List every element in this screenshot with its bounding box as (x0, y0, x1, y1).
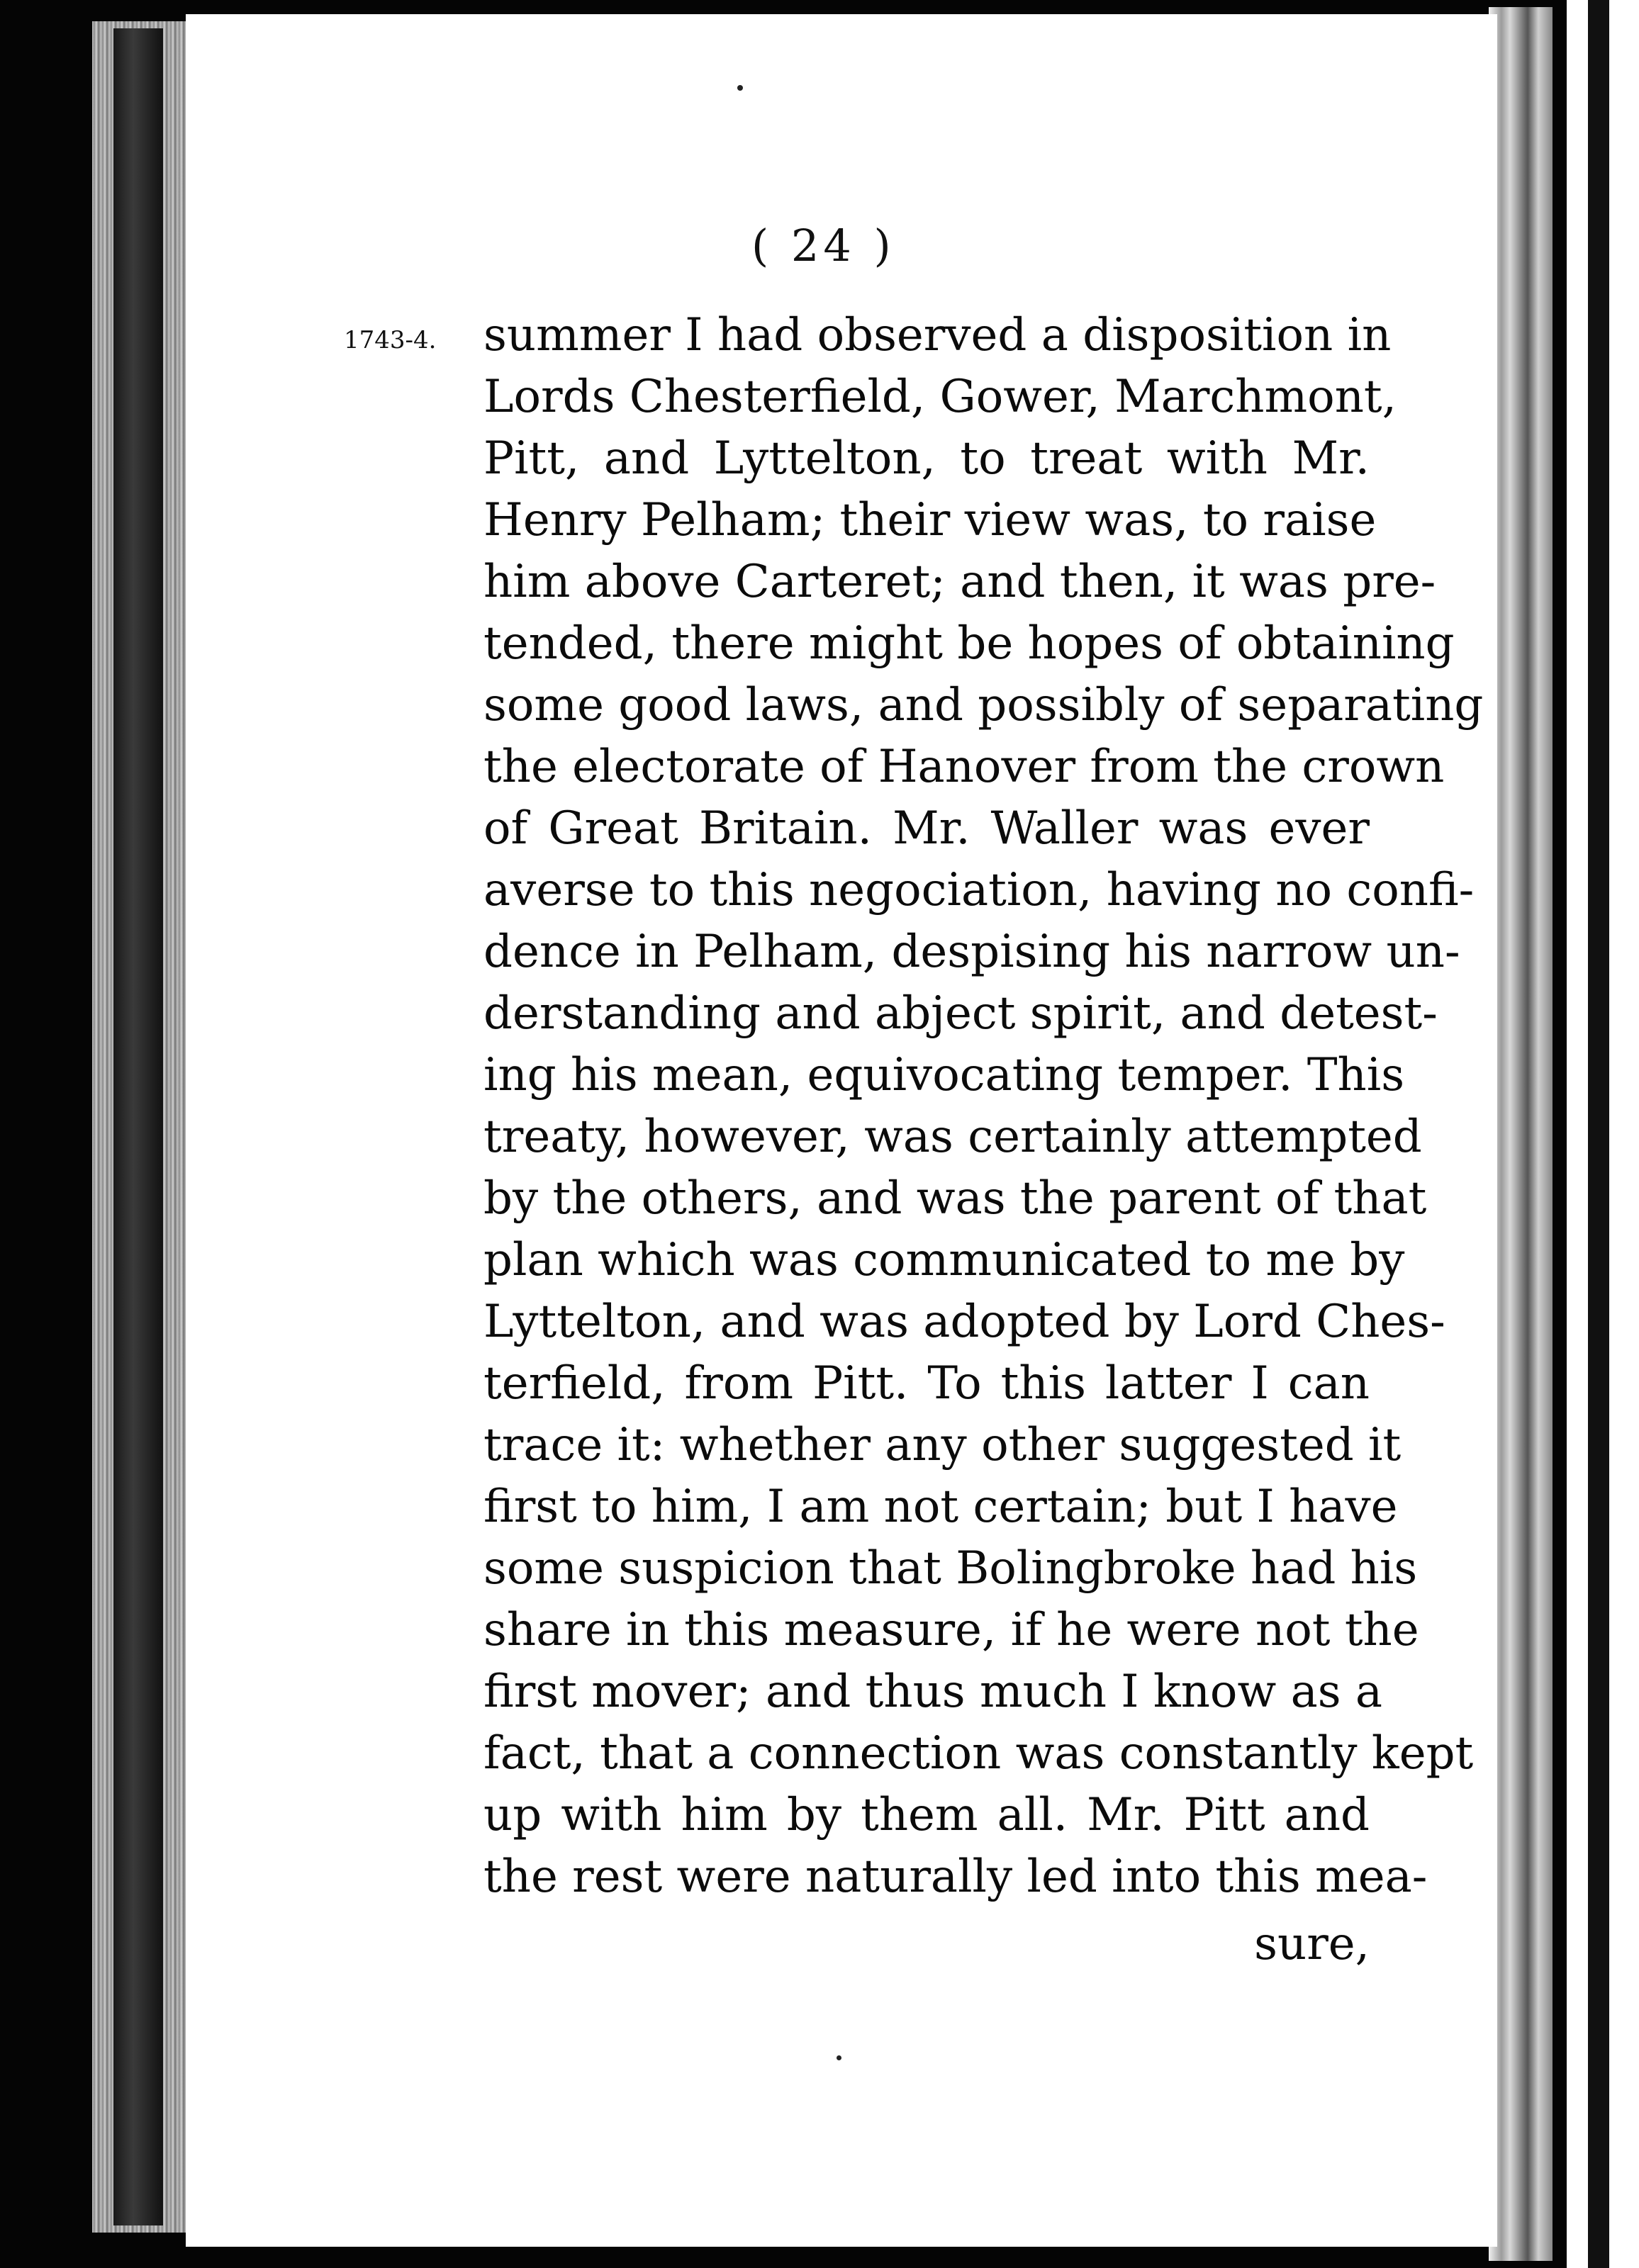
book-edge-left-shadow (113, 28, 163, 2225)
text-line: the rest were naturally led into this mea- (483, 1851, 1428, 1903)
book-edge-right (1489, 7, 1553, 2261)
text-line: up with him by them all. Mr. Pitt and (483, 1789, 1370, 1841)
scan-speck (837, 2055, 841, 2060)
margin-date: 1743-4. (344, 326, 437, 354)
text-line: summer I had observed a disposition in (483, 309, 1392, 361)
text-line: ing his mean, equivocating temper. This (483, 1049, 1405, 1101)
adjacent-page-gutter (1588, 0, 1609, 2268)
text-line: tended, there might be hopes of obtaining (483, 617, 1455, 670)
text-line: Henry Pelham; their view was, to raise (483, 494, 1377, 546)
text-line: derstanding and abject spirit, and detest- (483, 987, 1438, 1040)
text-line: him above Carteret; and then, it was pre- (483, 556, 1436, 608)
text-line: the electorate of Hanover from the crown (483, 741, 1445, 793)
text-line: fact, that a connection was constantly kept (483, 1727, 1474, 1780)
text-line: some suspicion that Bolingbroke had his (483, 1542, 1418, 1595)
text-line: averse to this negociation, having no confi- (483, 864, 1475, 916)
catchword: sure, (1254, 1918, 1370, 1970)
text-line: plan which was communicated to me by (483, 1234, 1405, 1286)
text-line: of Great Britain. Mr. Waller was ever (483, 802, 1370, 855)
text-line: treaty, however, was certainly attempted (483, 1111, 1422, 1163)
text-line: Pitt, and Lyttelton, to treat with Mr. (483, 432, 1370, 485)
page-number: ( 24 ) (751, 220, 895, 271)
text-line: some good laws, and possibly of separating (483, 679, 1484, 731)
text-line: by the others, and was the parent of that (483, 1172, 1427, 1225)
scan-speck (737, 85, 743, 91)
text-line: share in this measure, if he were not the (483, 1604, 1419, 1656)
text-line: terfield, from Pitt. To this latter I can (483, 1357, 1370, 1410)
text-line: Lords Chesterfield, Gower, Marchmont, (483, 371, 1397, 423)
text-line: trace it: whether any other suggested it (483, 1419, 1402, 1471)
text-line: first to him, I am not certain; but I have (483, 1481, 1398, 1533)
text-line: Lyttelton, and was adopted by Lord Ches- (483, 1296, 1445, 1348)
text-line: first mover; and thus much I know as a (483, 1666, 1383, 1718)
text-line: dence in Pelham, despising his narrow un- (483, 926, 1460, 978)
body-text (483, 305, 1484, 1975)
